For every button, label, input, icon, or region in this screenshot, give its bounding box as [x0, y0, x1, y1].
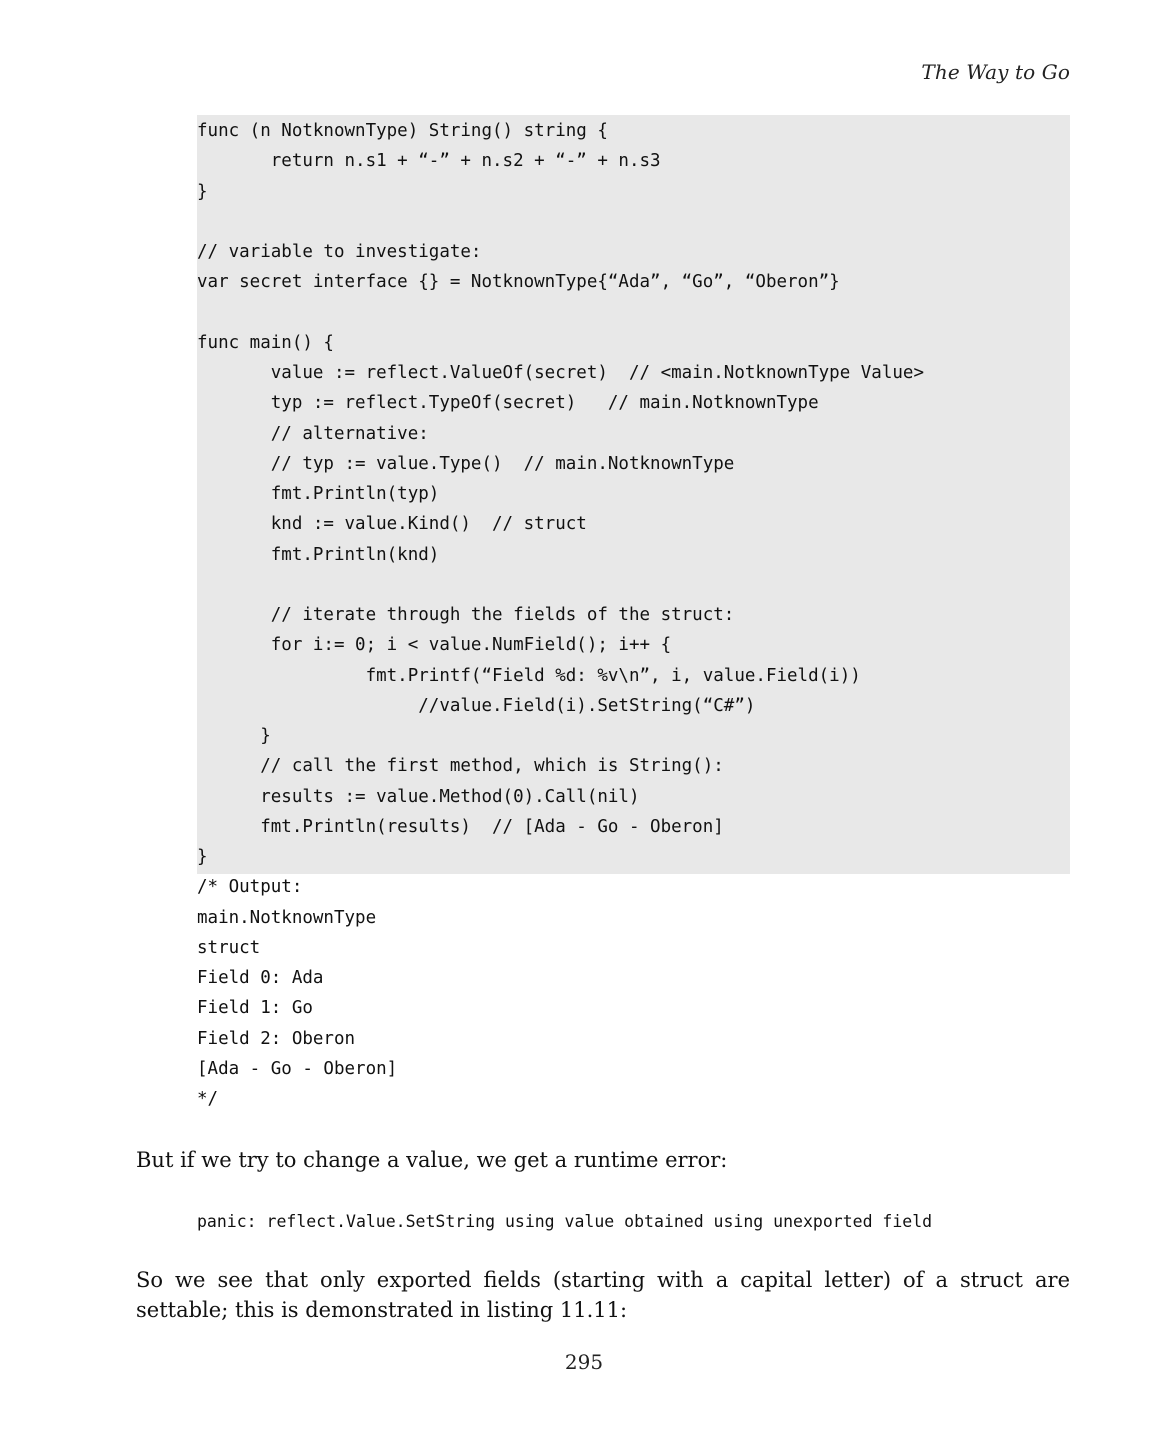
page-number: 295 — [564, 1350, 604, 1374]
code-line: // alternative: — [197, 423, 429, 444]
code-line: var secret interface {} = NotknownType{“Ada”, “Go”, “Oberon”} — [197, 272, 840, 293]
panic-message: panic: reflect.Value.SetString using value obtained using unexported field — [197, 1212, 933, 1231]
code-line: knd := value.Kind() // struct — [197, 514, 587, 535]
code-line: } — [197, 847, 208, 867]
code-line: fmt.Println(results) // [Ada - Go - Oberon] — [197, 816, 724, 837]
output-line: struct — [197, 937, 261, 958]
code-line: for i:= 0; i < value.NumField(); i++ { — [197, 635, 672, 656]
code-line: // call the first method, which is String(): — [197, 756, 724, 777]
code-line: value := reflect.ValueOf(secret) // <main.NotknownType Value> — [197, 363, 924, 383]
output-line: Field 0: Ada — [197, 968, 324, 988]
code-line: // iterate through the fields of the struct: — [197, 605, 735, 625]
code-line: fmt.Println(knd) — [197, 544, 440, 565]
output-line: /* Output: — [197, 877, 303, 898]
output-line: */ — [197, 1089, 219, 1109]
code-line: // typ := value.Type() // main.NotknownType — [197, 453, 735, 474]
output-line: [Ada - Go - Oberon] — [197, 1058, 398, 1079]
code-line: return n.s1 + “-” + n.s2 + “-” + n.s3 — [197, 151, 661, 172]
code-line: func (n NotknownType) String() string { — [197, 121, 608, 141]
output-line: Field 2: Oberon — [197, 1028, 356, 1049]
code-line: } — [197, 726, 271, 746]
code-line: } — [197, 181, 208, 202]
paragraph-runtime-error: But if we try to change a value, we get a runtime error: — [136, 1148, 728, 1172]
paragraph-exported-fields: So we see that only exported fields (starting with a capital letter) of a struct are settable; this is demonstrated in listing 11.11: — [136, 1268, 1070, 1322]
code-line: func main() { — [197, 332, 334, 353]
output-line: main.NotknownType — [197, 907, 377, 928]
code-line: fmt.Printf(“Field %d: %v\n”, i, value.Field(i)) — [197, 665, 861, 686]
code-line: //value.Field(i).SetString(“C#”) — [197, 695, 756, 716]
code-line: fmt.Println(typ) — [197, 484, 440, 504]
code-line: typ := reflect.TypeOf(secret) // main.NotknownType — [197, 393, 819, 414]
output-line: Field 1: Go — [197, 998, 313, 1019]
code-line: results := value.Method(0).Call(nil) — [197, 786, 640, 807]
running-header: The Way to Go — [921, 60, 1070, 84]
code-line: // variable to investigate: — [197, 242, 482, 262]
